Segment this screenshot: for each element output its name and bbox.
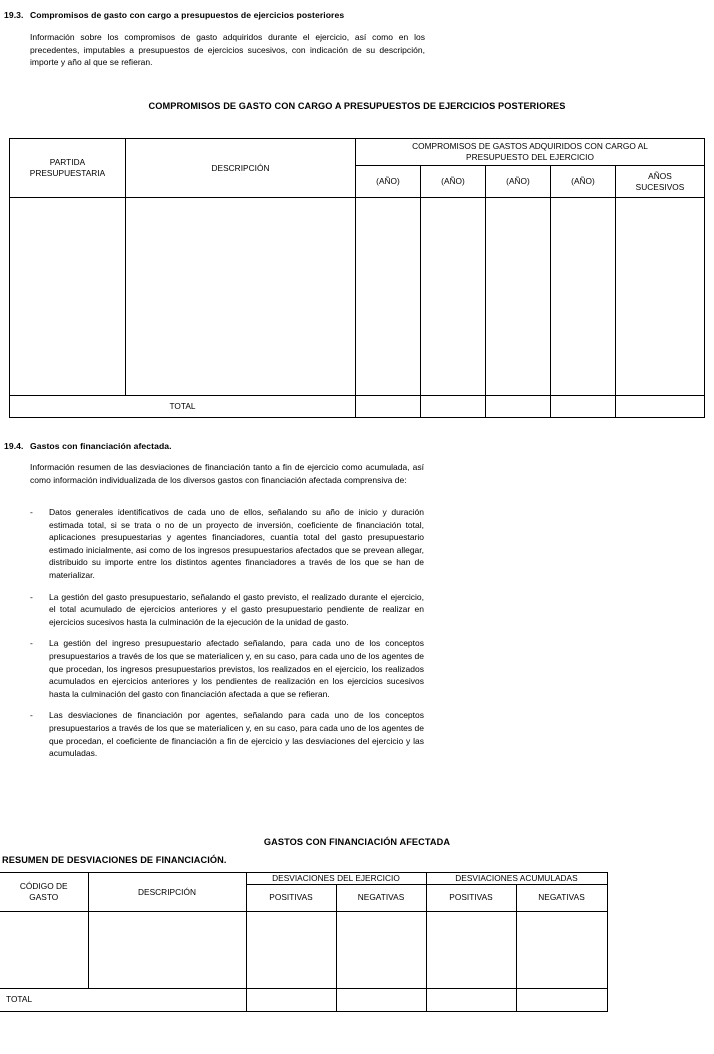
list-item	[30, 591, 424, 629]
section-paragraph-19-4: Información resumen de las desviaciones de financiación tanto a fin de ejercicio como acumulada, así como información individualizada de los diversos gastos con financiación afectada comprensiva de:	[30, 462, 424, 485]
section-number-19-4: 19.4.	[4, 441, 24, 451]
table-two-total-row	[0, 988, 607, 1011]
cell-year-4[interactable]	[551, 198, 616, 396]
table-one-body	[10, 198, 705, 418]
cell-partida[interactable]	[10, 198, 126, 396]
list-item	[30, 506, 424, 582]
table-two-head	[0, 873, 607, 912]
th-positivas-ejercicio: POSITIVAS	[246, 884, 336, 911]
section-heading-19-3	[4, 10, 710, 21]
th-anos-line2: SUCESIVOS	[635, 181, 685, 192]
table-one	[9, 138, 705, 418]
th-negativas-ejercicio: NEGATIVAS	[336, 884, 426, 911]
cell-negativas-ejercicio[interactable]	[336, 911, 426, 988]
cell-year-3[interactable]	[486, 198, 551, 396]
table-one-head	[10, 139, 705, 198]
list-item-text: Las desviaciones de financiación por agentes, señalando para cada uno de los conceptos presupuestarios a través de los que se materialicen y, en su caso, para cada uno de los agentes de que procedan, el coeficiente de financiación a fin de ejercicio y las desviaciones del ejercicio y las acumuladas.	[49, 710, 424, 759]
cell-positivas-acumuladas[interactable]	[426, 911, 516, 988]
table-two	[0, 872, 608, 1012]
table-two-title: GASTOS CON FINANCIACIÓN AFECTADA	[263, 837, 451, 847]
th-group-desviaciones-ejercicio: DESVIACIONES DEL EJERCICIO	[246, 873, 426, 885]
table-one-container	[9, 138, 705, 418]
list-item	[30, 637, 424, 700]
total-label-cell: TOTAL	[10, 396, 356, 418]
th-descripcion-2: DESCRIPCIÓN	[88, 873, 246, 912]
bullet-dash-icon: -	[30, 710, 33, 721]
th-anos-sucesivos	[616, 166, 705, 198]
section-title-19-3: Compromisos de gasto con cargo a presupuestos de ejercicios posteriores	[30, 10, 345, 20]
th-positivas-acumuladas: POSITIVAS	[426, 884, 516, 911]
section-number-19-3: 19.3.	[4, 10, 24, 20]
section-paragraph-19-3: Información sobre los compromisos de gasto adquiridos durante el ejercicio, así como en los precedentes, imputables a presupuestos de ejercicios sucesivos, con indicación de su descripción, importe y año al que se refieran.	[30, 32, 425, 68]
table-row[interactable]	[10, 198, 705, 396]
th-group-line2: PRESUPUESTO DEL EJERCICIO	[466, 152, 594, 162]
list-item	[30, 709, 424, 759]
section-bullet-list-19-4	[30, 506, 424, 769]
th-group-desviaciones-acumuladas: DESVIACIONES ACUMULADAS	[426, 873, 607, 885]
cell-codigo-gasto[interactable]	[0, 911, 88, 988]
list-item-text: La gestión del ingreso presupuestario afectado señalando, para cada uno de los conceptos presupuestarios a través de los que se materialicen y, en su caso, para cada uno de los agentes de que procedan, los ingresos presupuestarios previstos, los realizados en el ejercicio, los realizados acumulados en ejercicios anteriores y los pendientes de realización en los ejercicios sucesivos hasta la culminación del gasto con financiación afectada a que se refieran.	[49, 638, 424, 699]
total-cell-positivas-acumuladas[interactable]	[426, 988, 516, 1011]
list-item-text: Datos generales identificativos de cada uno de ellos, señalando su año de inicio y duración estimada total, si se trata o no de un proyecto de inversión, coeficiente de financiación total, aplicaciones presupuestarias y agentes financiadores, cuantía total del gasto presupuestario estimado inicialmente, asi como de los ingresos presupuestarios afectados que se prevean allegar, distribuido su importe entre los distintos agentes financiadores a través de los que se han de materializar.	[49, 507, 424, 580]
th-partida-presupuestaria	[10, 139, 126, 198]
th-codigo-line2: GASTO	[29, 891, 59, 902]
table-one-total-row	[10, 396, 705, 418]
cell-year-2[interactable]	[421, 198, 486, 396]
table-one-title: COMPROMISOS DE GASTO CON CARGO A PRESUPUESTOS DE EJERCICIOS POSTERIORES	[148, 101, 566, 111]
th-year-2: (AÑO)	[421, 166, 486, 198]
th-partida-line1: PARTIDA	[49, 157, 86, 168]
table-two-body	[0, 911, 607, 1011]
total-cell-negativas-ejercicio[interactable]	[336, 988, 426, 1011]
total-cell-negativas-acumuladas[interactable]	[516, 988, 607, 1011]
cell-year-1[interactable]	[356, 198, 421, 396]
bullet-dash-icon: -	[30, 638, 33, 649]
th-group-line1: COMPROMISOS DE GASTOS ADQUIRIDOS CON CARGO AL	[412, 141, 648, 152]
th-year-1: (AÑO)	[356, 166, 421, 198]
list-item-text: La gestión del gasto presupuestario, señalando el gasto previsto, el realizado durante el ejercicio, el total acumulado de ejercicios anteriores y el gasto presupuestario pendiente de realizar en ejercicios sucesivos hasta la culminación de la ejecución de la unidad de gasto.	[49, 591, 424, 627]
table-two-header-row-1	[0, 873, 607, 885]
total-cell-anos-sucesivos[interactable]	[616, 396, 705, 418]
total-cell-year-1[interactable]	[356, 396, 421, 418]
th-descripcion: DESCRIPCIÓN	[126, 139, 356, 198]
table-one-header-row-1	[10, 139, 705, 166]
total-cell-year-4[interactable]	[551, 396, 616, 418]
th-codigo-line1: CÓDIGO DE	[19, 881, 68, 892]
th-negativas-acumuladas: NEGATIVAS	[516, 884, 607, 911]
table-two-container	[0, 872, 608, 1012]
total-cell-positivas-ejercicio[interactable]	[246, 988, 336, 1011]
total-label-cell-2: TOTAL	[0, 988, 246, 1011]
bullet-dash-icon: -	[30, 507, 33, 517]
section-heading-19-4	[4, 441, 710, 452]
table-row[interactable]	[0, 911, 607, 988]
th-anos-line1: AÑOS	[648, 170, 672, 181]
table-two-subtitle: RESUMEN DE DESVIACIONES DE FINANCIACIÓN.	[2, 855, 227, 865]
bullet-dash-icon: -	[30, 591, 33, 602]
cell-anos-sucesivos[interactable]	[616, 198, 705, 396]
section-title-19-4: Gastos con financiación afectada.	[30, 441, 172, 451]
th-year-4: (AÑO)	[551, 166, 616, 198]
cell-descripcion[interactable]	[126, 198, 356, 396]
cell-descripcion-2[interactable]	[88, 911, 246, 988]
th-partida-line2: PRESUPUESTARIA	[29, 168, 106, 178]
cell-positivas-ejercicio[interactable]	[246, 911, 336, 988]
total-cell-year-3[interactable]	[486, 396, 551, 418]
th-year-3: (AÑO)	[486, 166, 551, 198]
cell-negativas-acumuladas[interactable]	[516, 911, 607, 988]
total-cell-year-2[interactable]	[421, 396, 486, 418]
th-codigo-gasto	[0, 873, 88, 912]
th-group-compromisos	[356, 139, 705, 166]
